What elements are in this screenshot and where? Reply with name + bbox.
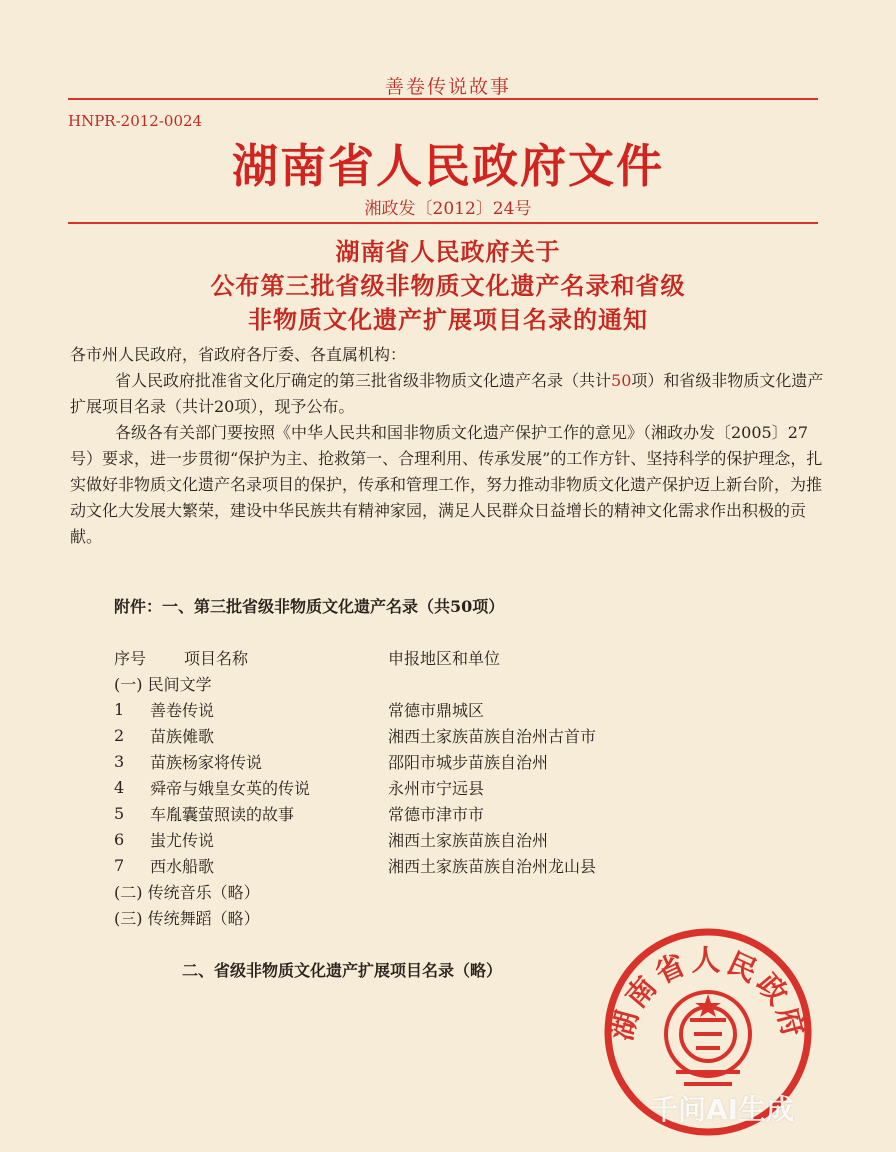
project-name: 蚩尤传说 [150,830,215,850]
project-name: 车胤囊萤照读的故事 [150,804,295,824]
paragraph-1-text-b: 项）和省级非物质文化遗产扩展项目名录（共计20项），现予公布。 [70,371,824,416]
table-row [114,774,764,800]
applicant-region: 邵阳市城步苗族自治州 [388,752,549,772]
applicant-region: 湘西土家族苗族自治州古首市 [388,726,597,746]
category-folk-literature [114,670,764,696]
document-main-title: 湖南省人民政府文件 [232,139,664,193]
category-label: (三) 传统舞蹈（略） [114,908,260,928]
seal-star-icon [695,994,721,1017]
header-divider [68,222,818,224]
top-divider [68,98,818,100]
category-label: (二) 传统音乐（略） [114,882,260,902]
notice-title-line-1: 湖南省人民政府关于 [335,237,561,266]
row-number: 7 [114,855,125,875]
project-name: 苗族傩歌 [150,726,215,746]
paragraph-1 [70,368,830,420]
highlighted-number: 50 [611,371,632,390]
category-label: (一) 民间文学 [114,674,212,694]
row-number: 4 [114,777,125,797]
notice-title-line-3: 非物质文化遗产扩展项目名录的通知 [248,305,648,334]
project-name: 舜帝与娥皇女英的传说 [150,778,311,798]
table-row [114,696,764,722]
table-row [114,748,764,774]
project-name: 善卷传说 [150,700,215,720]
table-header [114,644,764,670]
paragraph-2: 各级各有关部门要按照《中华人民共和国非物质文化遗产保护工作的意见》（湘政办发〔2005〕27号）要求，进一步贯彻“保护为主、抢救第一、合理利用、传承发展”的工作方针、坚持科学的保护理念，扎实做好非物质文化遗产名录项目的保护，传承和管理工作，努力推动非物质文化遗产保护迈上新台阶，为推动文化大发展大繁荣，建设中华民族共有精神家园，满足人民群众日益增长的精神文化需求作出积极的贡献。 [70,423,823,546]
second-list-heading: 二、省级非物质文化遗产扩展项目名录（略） [182,961,503,980]
applicant-region: 湘西土家族苗族自治州龙山县 [388,856,597,876]
table-row [114,800,764,826]
applicant-region: 永州市宁远县 [388,778,485,798]
category-traditional-music [114,878,764,904]
row-number: 6 [114,829,125,849]
column-region-header: 申报地区和单位 [388,648,501,668]
project-name: 西水船歌 [150,856,215,876]
applicant-region: 常德市津市市 [388,804,485,824]
applicant-region: 常德市鼎城区 [388,700,485,720]
row-number: 2 [114,725,125,745]
attachment-heading: 附件：一、第三批省级非物质文化遗产名录（共50项） [114,597,505,616]
column-number-header: 序号 [114,648,147,668]
heritage-list-table [114,644,764,930]
seal-text: 湖南省人民政府 [604,943,812,1044]
project-name: 苗族杨家将传说 [150,752,263,772]
table-row [114,722,764,748]
book-title: 善卷传说故事 [384,76,511,98]
document-id: HNPR-2012-0024 [68,112,203,130]
notice-title-line-2: 公布第三批省级非物质文化遗产名录和省级 [210,271,686,300]
column-name-header: 项目名称 [184,648,249,668]
applicant-region: 湘西土家族苗族自治州 [388,830,549,850]
row-number: 5 [114,803,125,823]
row-number: 3 [114,751,125,771]
salutation: 各市州人民政府，省政府各厅委、各直属机构： [70,345,407,364]
ai-watermark: 千问AI生成 [650,1093,795,1126]
paragraph-1-text-a: 省人民政府批准省文化厅确定的第三批省级非物质文化遗产名录（共计 [115,371,612,390]
notice-body [70,342,830,550]
row-number: 1 [114,699,125,719]
table-rows [114,696,764,878]
document-number: 湘政发〔2012〕24号 [364,199,532,219]
table-row [114,852,764,878]
table-row [114,826,764,852]
